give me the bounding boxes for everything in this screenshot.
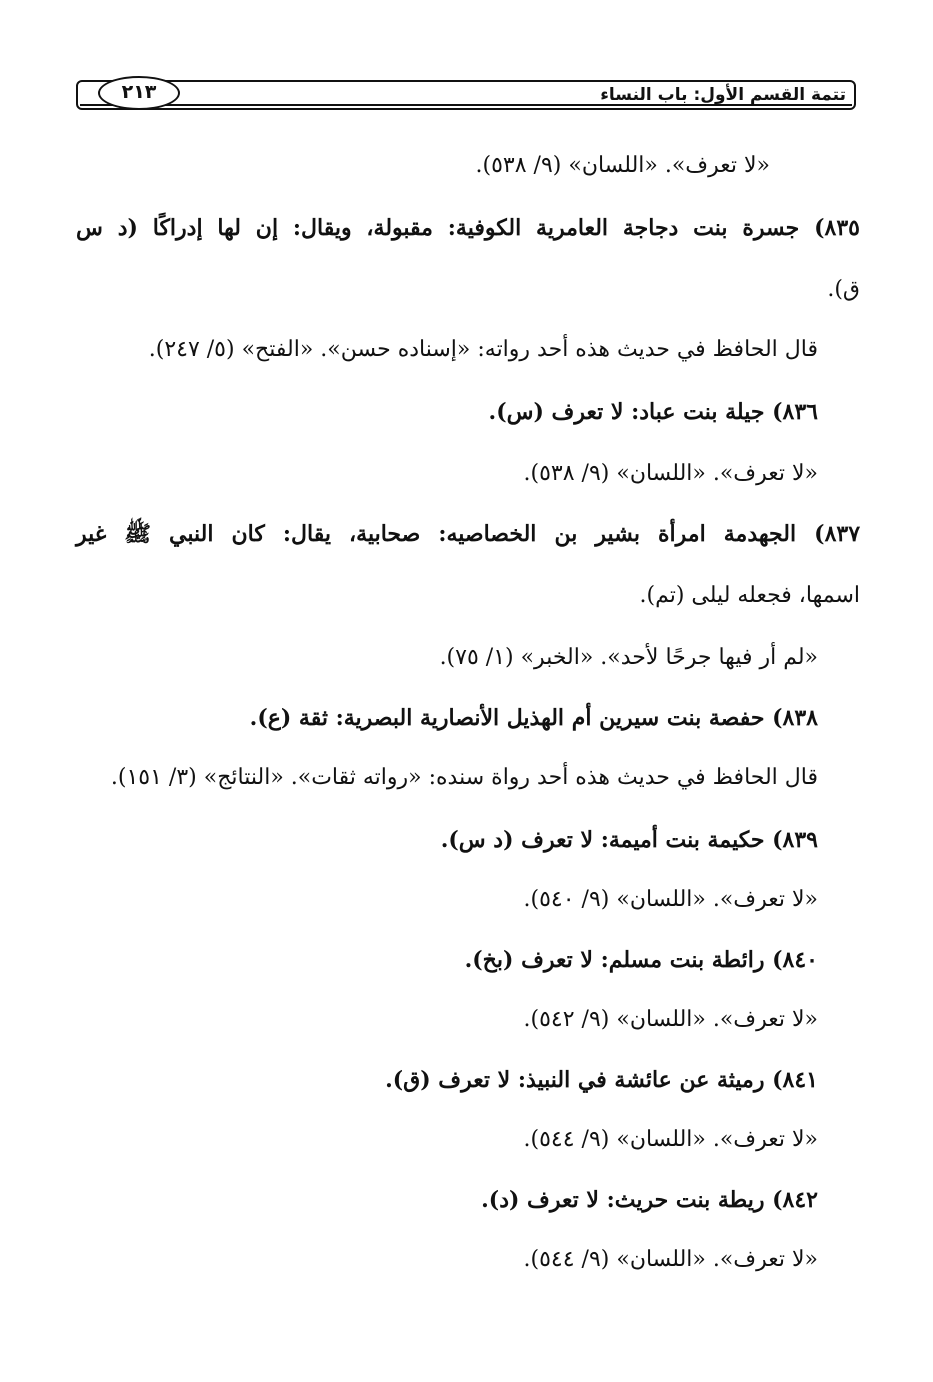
text-line: «لا تعرف». «اللسان» (٩/ ٥٣٨).	[475, 153, 770, 178]
running-title: تتمة القسم الأول: باب النساء	[600, 85, 846, 105]
page-header	[76, 80, 856, 116]
text-line: ٨٤٠) رائطة بنت مسلم: لا تعرف (بخ).	[464, 947, 818, 973]
text-line: ٨٣٧) الجهدمة امرأة بشير بن الخصاصيه: صحابية، يقال: كان النبي ﷺ غير	[76, 521, 861, 547]
entry-number: ٨٤١)	[772, 1067, 818, 1093]
entry-number: ٨٤٢)	[772, 1187, 818, 1213]
text-line: اسمها، فجعله ليلى (تم).	[639, 583, 860, 608]
text-line: ٨٣٦) جيلة بنت عباد: لا تعرف (س).	[488, 399, 818, 425]
text-line: «لم أر فيها جرحًا لأحد». «الخبر» (١/ ٧٥).	[439, 645, 818, 670]
entry-number: ٨٣٧)	[814, 521, 861, 547]
entry-number: ٨٣٥)	[814, 215, 860, 241]
page-number: ٢١٣	[98, 76, 180, 110]
text-line: ٨٤٢) ريطة بنت حريث: لا تعرف (د).	[481, 1187, 818, 1213]
text-line: ٨٤١) رميثة عن عائشة في النبيذ: لا تعرف (ق).	[385, 1067, 818, 1093]
text-line: «لا تعرف». «اللسان» (٩/ ٥٣٨).	[523, 461, 818, 486]
text-line: ٨٣٩) حكيمة بنت أميمة: لا تعرف (د س).	[440, 827, 818, 853]
text-line: «لا تعرف». «اللسان» (٩/ ٥٤٤).	[523, 1127, 818, 1152]
entry-number: ٨٣٨)	[772, 705, 818, 731]
text-line: «لا تعرف». «اللسان» (٩/ ٥٤٠).	[523, 887, 818, 912]
text-line: قال الحافظ في حديث هذه أحد رواته: «إسناده حسن». «الفتح» (٥/ ٢٤٧).	[148, 337, 818, 362]
text-line: «لا تعرف». «اللسان» (٩/ ٥٤٤).	[523, 1247, 818, 1272]
text-line: «لا تعرف». «اللسان» (٩/ ٥٤٢).	[523, 1007, 818, 1032]
entry-number: ٨٤٠)	[772, 947, 818, 973]
text-line: ٨٣٨) حفصة بنت سيرين أم الهذيل الأنصارية البصرية: ثقة (ع).	[249, 705, 818, 731]
text-line: ٨٣٥) جسرة بنت دجاجة العامرية الكوفية: مقبولة، ويقال: إن لها إدراكًا (د س	[76, 215, 860, 241]
text-line: ق).	[827, 277, 860, 302]
entry-number: ٨٣٦)	[772, 399, 818, 425]
text-line: قال الحافظ في حديث هذه أحد رواة سنده: «رواته ثقات». «النتائج» (٣/ ١٥١).	[110, 765, 818, 790]
entry-number: ٨٣٩)	[772, 827, 818, 853]
